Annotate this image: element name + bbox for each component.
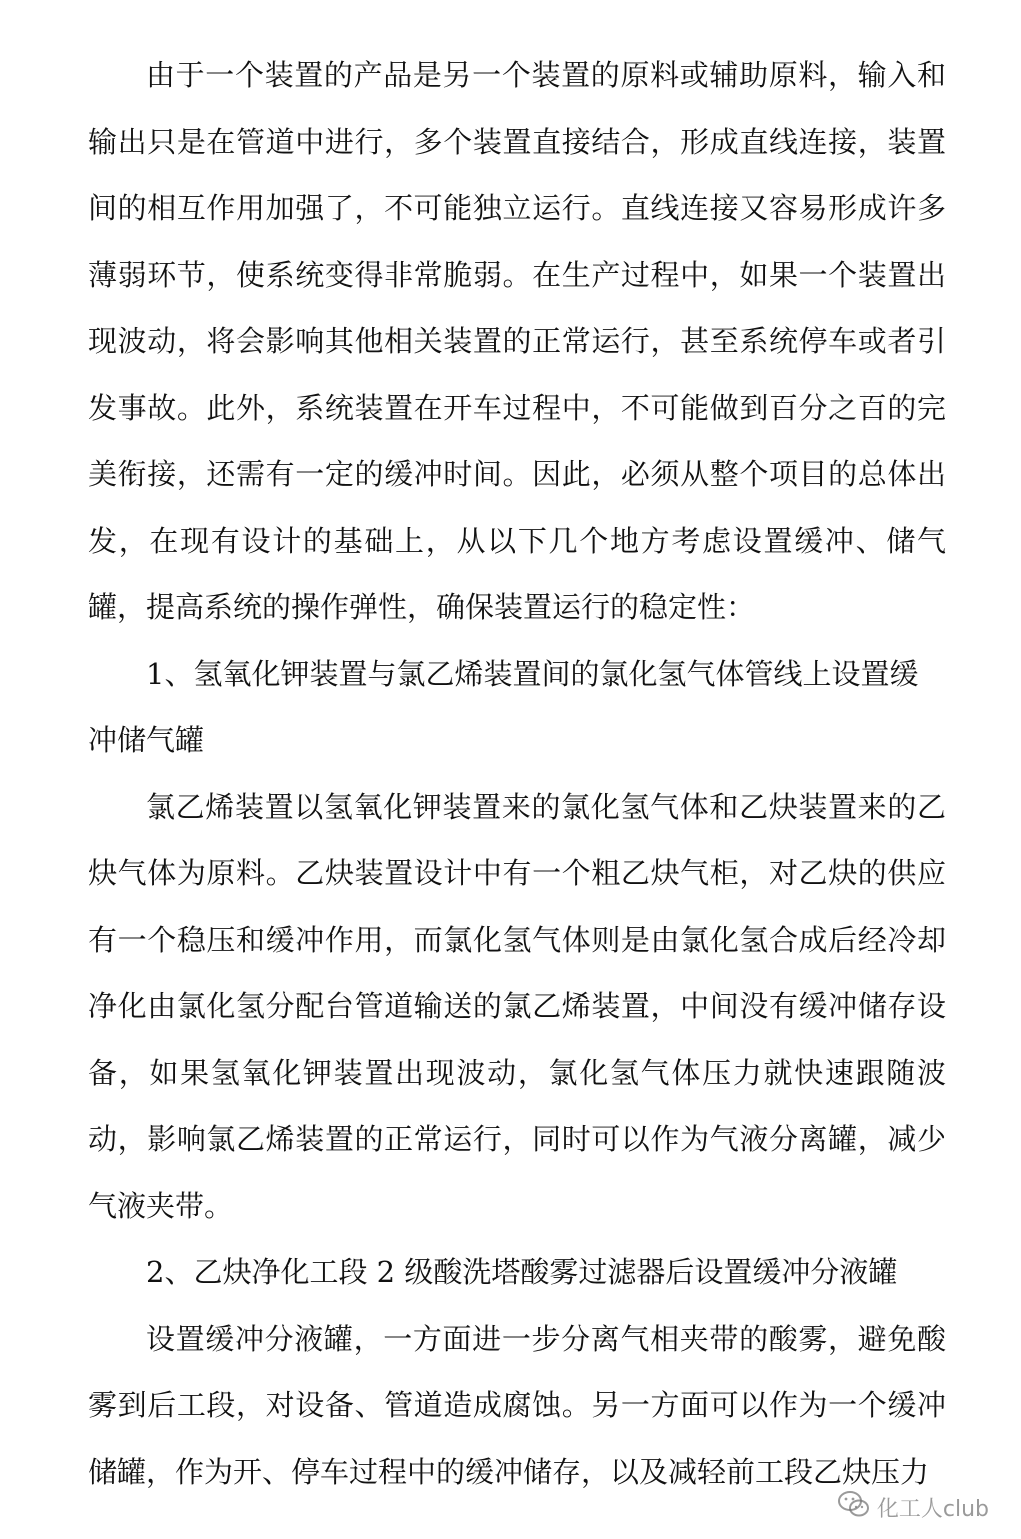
wechat-icon bbox=[837, 1489, 871, 1525]
section-heading-1: 1、氢氧化钾装置与氯乙烯装置间的氯化氢气体管线上设置缓冲储气罐 bbox=[88, 656, 919, 757]
paragraph-section-1: 氯乙烯装置以氢氧化钾装置来的氯化氢气体和乙炔装置来的乙炔气体为原料。乙炔装置设计中有一个粗乙炔气柜，对乙炔的供应有一个稳压和缓冲作用，而氯化氢气体则是由氯化氢合成后经冷却净化由氯化氢分配台管道输送的氯乙烯装置，中间没有缓冲储存设备，如果氢氧化钾装置出现波动，氯化氢气体压力就快速跟随波动，影响氯乙烯装置的正常运行，同时可以作为气液分离罐，减少气液夹带。 bbox=[88, 789, 946, 1223]
paragraph-intro: 由于一个装置的产品是另一个装置的原料或辅助原料，输入和输出只是在管道中进行，多个装置直接结合，形成直线连接，装置间的相互作用加强了，不可能独立运行。直线连接又容易形成许多薄弱环节，使系统变得非常脆弱。在生产过程中，如果一个装置出现波动，将会影响其他相关装置的正常运行，甚至系统停车或者引发事故。此外，系统装置在开车过程中，不可能做到百分之百的完美衔接，还需有一定的缓冲时间。因此，必须从整个项目的总体出发，在现有设计的基础上，从以下几个地方考虑设置缓冲、储气罐，提高系统的操作弹性，确保装置运行的稳定性： bbox=[88, 58, 946, 624]
document-body bbox=[88, 42, 946, 1505]
paragraph-section-2: 设置缓冲分液罐，一方面进一步分离气相夹带的酸雾，避免酸雾到后工段，对设备、管道造成腐蚀。另一方面可以作为一个缓冲储罐，作为开、停车过程中的缓冲储存，以及减轻前工段乙炔压力 bbox=[88, 1321, 946, 1489]
watermark-text: 化工人club bbox=[876, 1496, 989, 1522]
section-heading-2: 2、乙炔净化工段 2 级酸洗塔酸雾过滤器后设置缓冲分液罐 bbox=[146, 1255, 898, 1289]
watermark bbox=[837, 1489, 989, 1525]
